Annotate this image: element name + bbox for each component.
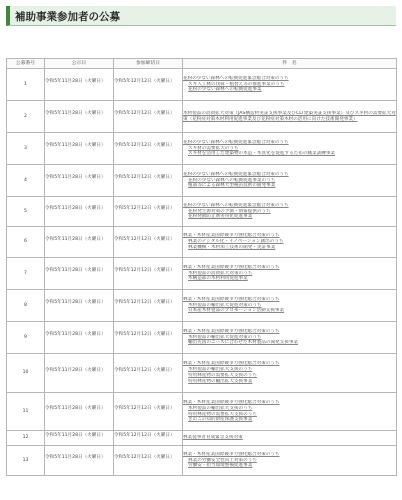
date-text: 令和5年12月12日（火曜日） [114, 206, 175, 211]
row-number: 2 [7, 101, 45, 133]
subject-cell [183, 101, 397, 133]
subject-link[interactable]: 花粉発生源対策の予測・情報提供のうち [188, 208, 271, 214]
table-row [7, 165, 397, 197]
subject-link[interactable]: 特用林産物の輸出拡大支援事業 [188, 378, 253, 384]
row-number: 4 [7, 165, 45, 197]
subject-link[interactable]: 花粉の少ない森林への転換促進緊急総合対策のうち [183, 171, 289, 177]
date-text: 令和5年12月12日（火曜日） [114, 79, 175, 84]
date-text: 令和5年12月12日（火曜日） [114, 236, 175, 242]
deadline-date [114, 165, 183, 197]
subject-link[interactable]: 花粉の少ない森林への転換促進事業のうち [188, 177, 276, 183]
notice-date [45, 446, 114, 476]
date-text: 令和5年12月12日（火曜日） [114, 300, 175, 305]
date-text: 令和5年12月12日（火曜日） [114, 332, 175, 337]
notice-date [45, 101, 114, 133]
row-number: 11 [7, 393, 45, 431]
notice-date [45, 258, 114, 290]
date-text: 令和5年12月12日（火曜日） [114, 455, 175, 460]
subject-link[interactable]: 林業機械・木材加工技術の開発・実証事業 [188, 244, 276, 250]
date-text: 令和5年12月12日（火曜日） [114, 367, 175, 373]
date-text: 令和5年11月28日（火曜日） [45, 432, 106, 438]
subject-cell [183, 431, 397, 446]
subject-link[interactable]: 特用林産物の需要拡大支援のうち [188, 411, 257, 417]
subject-link[interactable]: 花粉の少ない森林への転換促進緊急総合対策のうち [183, 139, 289, 145]
subject-link[interactable]: 特用林産物の需要拡大支援のうち [188, 373, 257, 378]
row-number: 7 [7, 258, 45, 290]
deadline-date [114, 393, 183, 431]
deadline-date [114, 446, 183, 476]
subject-link[interactable]: 花粉発散防止剤実用化促進事業 [188, 214, 253, 220]
subject-link[interactable]: 木材製品の輸出拡大支援のうち [188, 405, 253, 411]
date-text: 令和5年11月28日（火曜日） [45, 332, 106, 337]
subject-link[interactable]: 木材製品の消費拡大対策のうち [188, 270, 253, 276]
row-number: 5 [7, 197, 45, 227]
table-row [7, 133, 397, 165]
subject-link[interactable]: 林業・木材産業国際競争力強化総合対策のうち [183, 264, 280, 270]
subject-cell [183, 290, 397, 322]
date-text: 令和5年11月28日（火曜日） [45, 300, 106, 305]
subject-link[interactable]: 木材製品の消費拡大対策（JAS構造材実証支援事業及びCLT建築実証支援事業）及びスギ材の需要拡大対策（花粉症対策木材利用促進事業及び花粉症対策木材の活用に向けた技術開発事業） [183, 110, 396, 122]
row-number: 9 [7, 322, 45, 354]
table-row [7, 227, 397, 258]
subject-link[interactable]: 花粉の少ない森林への転換促進事業 [188, 87, 262, 93]
subject-cell [183, 446, 397, 476]
deadline-date [114, 258, 183, 290]
deadline-date [114, 101, 183, 133]
row-number: 6 [7, 227, 45, 258]
date-text: 令和5年11月28日（火曜日） [45, 367, 106, 373]
date-text: 令和5年11月28日（火曜日） [45, 111, 106, 116]
date-text: 令和5年11月28日（火曜日） [45, 236, 106, 242]
date-text: 令和5年11月28日（火曜日） [45, 175, 106, 180]
subject-link[interactable]: 林業・木材産業国際競争力強化総合対策のうち [183, 399, 280, 405]
subject-link[interactable]: 林業・木材産業国際競争力強化総合対策のうち [183, 451, 280, 457]
table-row [7, 69, 397, 101]
subject-cell [183, 227, 397, 258]
row-number: 1 [7, 69, 45, 101]
table-row [7, 101, 397, 133]
date-text: 令和5年12月12日（火曜日） [114, 111, 175, 116]
subject-link[interactable]: 林業・木材産業国際競争力強化総合対策のうち [183, 233, 280, 239]
row-number: 8 [7, 290, 45, 322]
deadline-date [114, 322, 183, 354]
date-text: 令和5年11月28日（火曜日） [45, 455, 106, 460]
date-text: 令和5年11月28日（火曜日） [45, 143, 106, 148]
subject-link[interactable]: 林業従事者育成緊急支援対策 [183, 435, 243, 441]
subject-link[interactable]: 花粉の少ない森林への転換促進緊急総合対策のうち [183, 202, 289, 208]
notice-date [45, 393, 114, 431]
header-deadline: 参加締切日 [114, 59, 183, 69]
subject-link[interactable]: 花粉の少ない森林への転換促進緊急総合対策のうち [183, 75, 289, 81]
table-row [7, 290, 397, 322]
table-row [7, 393, 397, 431]
header-subject: 件 名 [183, 59, 397, 69]
subject-link[interactable]: 木構造部の木材利用促進事業 [188, 276, 248, 282]
subject-cell [183, 133, 397, 165]
subject-link[interactable]: スギ人工林の伐採・植替え等の推進事業のうち [188, 81, 285, 87]
table-row [7, 354, 397, 393]
date-text: 令和5年11月28日（火曜日） [45, 79, 106, 84]
subject-link[interactable]: 輸出先国のニーズに合わせた木材製品の開発支援事業 [188, 340, 299, 346]
row-number: 10 [7, 354, 45, 393]
subject-link[interactable]: スギ材の需要拡大のうち [188, 145, 239, 151]
notice-date [45, 69, 114, 101]
subject-link[interactable]: 労働安・担当環境整備促進事業 [188, 463, 253, 469]
date-text: 令和5年12月12日（火曜日） [114, 432, 175, 438]
page-title-bar [6, 6, 396, 26]
subject-link[interactable]: 植栽等による森林大型種苗技術の開発事業 [188, 183, 276, 189]
notice-date [45, 431, 114, 446]
notice-date [45, 290, 114, 322]
row-number: 3 [7, 133, 45, 165]
deadline-date [114, 197, 183, 227]
subject-cell [183, 393, 397, 431]
subject-link[interactable]: 林業・木材産業国際競争力強化総合対策のうち [183, 361, 280, 367]
date-text: 令和5年11月28日（火曜日） [45, 406, 106, 411]
recruitment-table [6, 58, 397, 476]
page-title: 補助事業参加者の公募 [15, 11, 120, 23]
subject-link[interactable]: スギ材を活用した建築物の木造・木質化を促進するための職業訓練事業 [188, 151, 336, 157]
deadline-date [114, 227, 183, 258]
date-text: 令和5年12月12日（火曜日） [114, 406, 175, 411]
subject-link[interactable]: 林業・木材産業国際競争力強化総合対策のうち [183, 328, 280, 334]
table-body [7, 69, 397, 476]
notice-date [45, 227, 114, 258]
subject-cell [183, 258, 397, 290]
date-text: 令和5年12月12日（火曜日） [114, 175, 175, 180]
deadline-date [114, 133, 183, 165]
subject-cell [183, 69, 397, 101]
notice-date [45, 165, 114, 197]
date-text: 令和5年11月28日（火曜日） [45, 268, 106, 273]
deadline-date [114, 69, 183, 101]
row-number: 12 [7, 431, 45, 446]
subject-link[interactable]: 林業・木材産業国際競争力強化総合対策のうち [183, 296, 280, 302]
table-row [7, 322, 397, 354]
table-row [7, 446, 397, 476]
table-header-row [7, 59, 397, 69]
notice-date [45, 322, 114, 354]
table-row [7, 258, 397, 290]
notice-date [45, 197, 114, 227]
date-text: 令和5年12月12日（火曜日） [114, 143, 175, 148]
subject-cell [183, 197, 397, 227]
date-text: 令和5年11月28日（火曜日） [45, 206, 106, 211]
subject-link[interactable]: 日本産木材製品のプロモーション活動支援事業 [188, 308, 285, 314]
subject-link[interactable]: 林業の労働安全性向上対策のうち [188, 457, 257, 463]
row-number: 13 [7, 446, 45, 476]
deadline-date [114, 354, 183, 393]
subject-link[interactable]: 木材製品の輸出拡大支援のうち [188, 367, 253, 373]
subject-link[interactable]: 林業のデジタル化・イノベーション創出のうち [188, 239, 284, 245]
deadline-date [114, 290, 183, 322]
subject-link[interactable]: 木材製品の輸出拡大促進対策のうち [188, 334, 262, 340]
subject-link[interactable]: きのこの知的財産保護支援事業 [188, 417, 253, 423]
table-row [7, 431, 397, 446]
subject-cell [183, 354, 397, 393]
date-text: 令和5年12月12日（火曜日） [114, 268, 175, 273]
deadline-date [114, 431, 183, 446]
subject-link[interactable]: 木材製品の輸出拡大促進対策のうち [188, 302, 262, 308]
notice-date [45, 354, 114, 393]
notice-date [45, 133, 114, 165]
header-number: 公募番号 [7, 59, 45, 69]
header-notice-date: 公示日 [45, 59, 114, 69]
subject-cell [183, 322, 397, 354]
table-row [7, 197, 397, 227]
subject-cell [183, 165, 397, 197]
